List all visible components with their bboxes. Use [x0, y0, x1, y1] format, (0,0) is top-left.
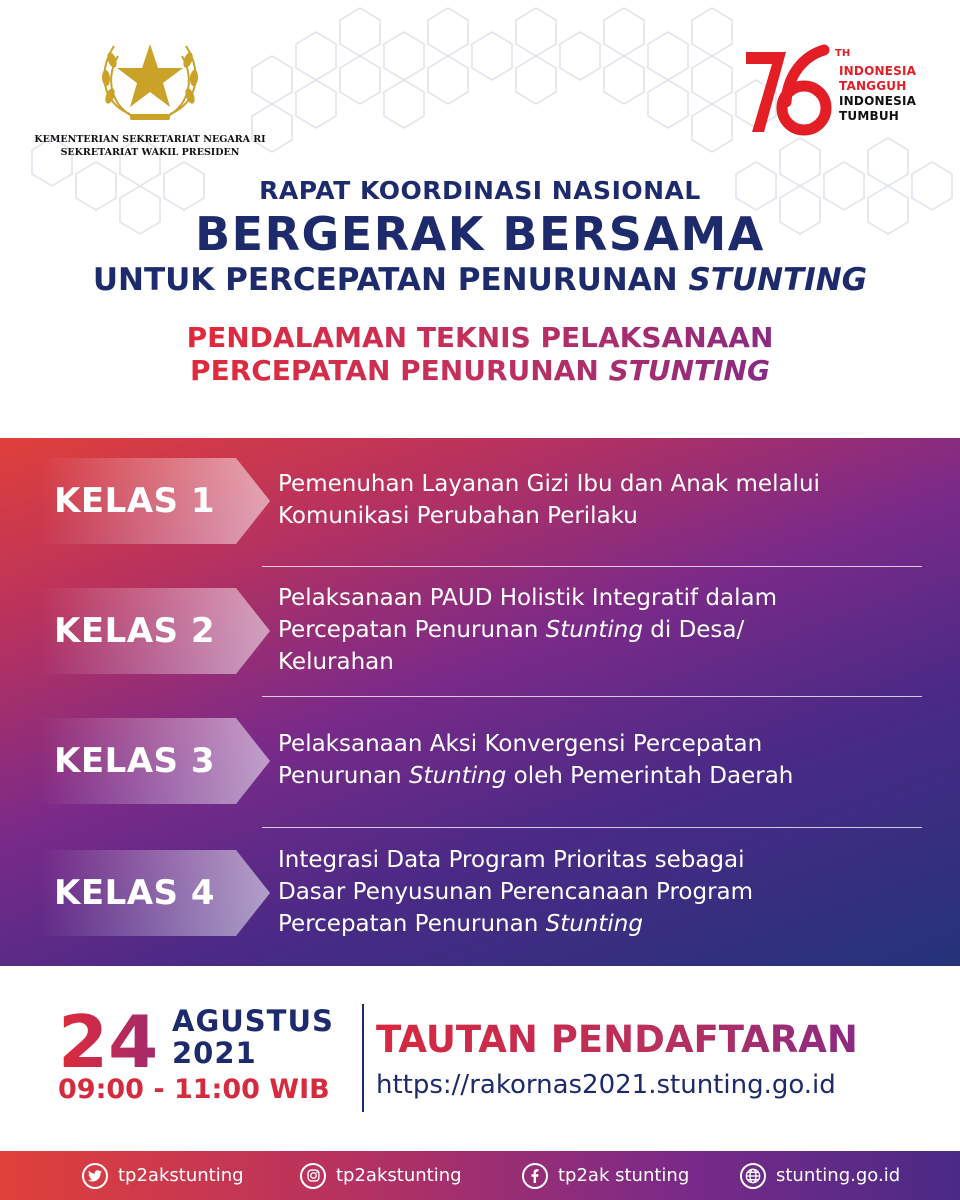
anniversary-suffix: TH: [835, 48, 851, 59]
event-month: AGUSTUS: [172, 1004, 334, 1038]
class-2-line-3: Kelurahan: [278, 649, 394, 675]
class-1-label: KELAS 1: [54, 481, 216, 521]
class-3-line-1: Pelaksanaan Aksi Konvergensi Percepatan: [278, 731, 763, 757]
vice-president-secretariat-logo: [30, 30, 270, 160]
social-media-bar: [0, 1151, 960, 1200]
twitter-link[interactable]: [82, 1151, 244, 1200]
class-3-line-2: [278, 760, 928, 792]
class-4-line-2: Dasar Penyusunan Perencanaan Program: [278, 879, 754, 905]
title-block: [0, 176, 960, 388]
facebook-link[interactable]: [522, 1151, 689, 1200]
website-link[interactable]: [740, 1151, 900, 1200]
registration-title: TAUTAN PENDAFTARAN: [376, 1018, 858, 1061]
subheadline: [0, 263, 960, 299]
class-1-description: [278, 468, 928, 532]
topic-line-2-italic: STUNTING: [608, 354, 770, 388]
ministry-name: KEMENTERIAN SEKRETARIAT NEGARA RI: [34, 134, 266, 145]
instagram-icon: [300, 1163, 326, 1189]
tagline-indonesia-2: INDONESIA: [839, 94, 917, 108]
tagline-indonesia-1: INDONESIA: [839, 64, 917, 78]
class-row-2: [0, 585, 960, 718]
class-2-line-2: [278, 614, 928, 646]
headline: BERGERAK BERSAMA: [195, 207, 765, 261]
class-row-3: [0, 718, 960, 848]
class-3-description: [278, 728, 928, 792]
tagline-tumbuh: TUMBUH: [839, 109, 900, 123]
class-1-line-2: Komunikasi Perubahan Perilaku: [278, 503, 638, 529]
class-1-line-1: Pemenuhan Layanan Gizi Ibu dan Anak melalui: [278, 471, 820, 497]
topic-line-2-text: PERCEPATAN PENURUNAN: [190, 354, 609, 388]
subheadline-italic: STUNTING: [688, 262, 868, 298]
golden-star-emblem-icon: [90, 30, 210, 130]
class-4-label: KELAS 4: [54, 873, 216, 913]
event-time: 09:00 - 11:00 WIB: [58, 1074, 330, 1105]
class-row-1: [0, 458, 960, 588]
event-day: 24: [58, 1000, 159, 1084]
class-2-description: [278, 582, 928, 678]
facebook-handle: tp2ak stunting: [558, 1165, 690, 1186]
number-76-logo-icon: [742, 44, 834, 140]
class-2-line-1: Pelaksanaan PAUD Holistik Integratif dalam: [278, 585, 777, 611]
twitter-bird-icon: [82, 1163, 108, 1189]
event-title: RAPAT KOORDINASI NASIONAL: [259, 176, 701, 205]
class-4-line-3-italic: Stunting: [545, 911, 643, 937]
class-2-line-2-italic: Stunting: [545, 617, 643, 643]
class-2-line-2-suffix: di Desa/: [642, 617, 745, 643]
class-row-4: [0, 847, 960, 966]
secretariat-name: SEKRETARIAT WAKIL PRESIDEN: [60, 147, 240, 158]
globe-icon: [740, 1163, 766, 1189]
class-3-label: KELAS 3: [54, 741, 216, 781]
divider-3: [262, 827, 922, 828]
class-3-line-2-italic: Stunting: [408, 763, 507, 789]
website-url: stunting.go.id: [776, 1165, 901, 1186]
class-4-line-3-text: Percepatan Penurunan: [278, 911, 546, 937]
class-4-line-3: [278, 908, 928, 940]
topic-line-1: PENDALAMAN TEKNIS PELAKSANAAN: [186, 320, 774, 354]
twitter-handle: tp2akstunting: [118, 1165, 244, 1186]
registration-link[interactable]: https://rakornas2021.stunting.go.id: [376, 1070, 836, 1100]
tagline-tangguh: TANGGUH: [839, 79, 907, 93]
class-3-line-2-text: Penurunan: [278, 763, 409, 789]
anniversary-76-logo: [742, 44, 942, 144]
event-details: [0, 966, 960, 1151]
facebook-icon: [522, 1163, 548, 1189]
class-2-line-2-text: Percepatan Penurunan: [278, 617, 546, 643]
class-3-line-2-suffix: oleh Pemerintah Daerah: [506, 763, 794, 789]
class-4-line-1: Integrasi Data Program Prioritas sebagai: [278, 847, 745, 873]
event-year: 2021: [172, 1036, 257, 1070]
topic-line-2: [190, 354, 770, 388]
divider-2: [262, 696, 922, 697]
subheadline-text: UNTUK PERCEPATAN PENURUNAN: [92, 262, 689, 298]
class-4-description: [278, 844, 928, 940]
instagram-link[interactable]: [300, 1151, 462, 1200]
class-2-label: KELAS 2: [54, 611, 216, 651]
instagram-handle: tp2akstunting: [336, 1165, 462, 1186]
vertical-divider: [362, 1004, 364, 1112]
class-list-band: [0, 438, 960, 966]
divider-1: [262, 566, 922, 567]
